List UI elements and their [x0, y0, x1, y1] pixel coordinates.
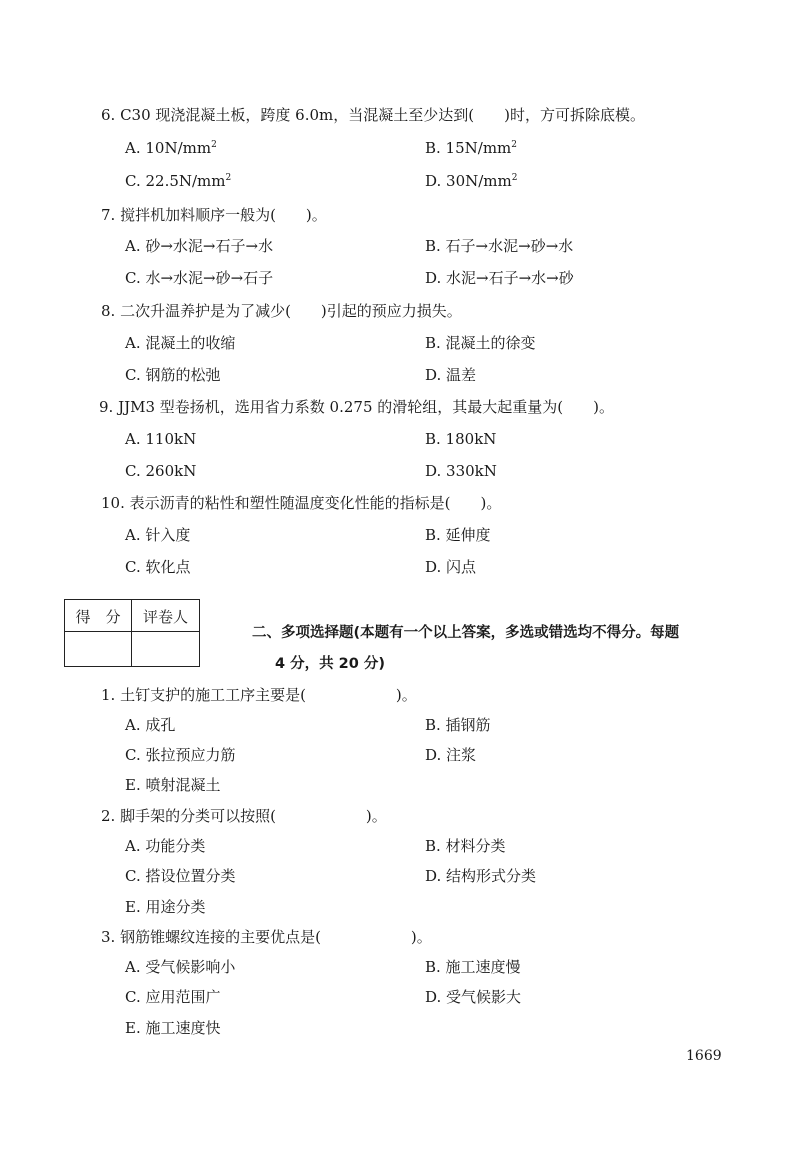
q7-option-a: A. 砂→水泥→石子→水 — [125, 237, 274, 255]
grader-header: 评卷人 — [142, 608, 188, 626]
m1-option-c: C. 张拉预应力筋 — [125, 746, 236, 764]
m1-option-e: E. 喷射混凝土 — [125, 776, 221, 794]
m1-option-a: A. 成孔 — [125, 716, 176, 734]
q6-option-c: C. $22.5N/mm^2$ — [125, 172, 232, 190]
q7-option-c: C. 水→水泥→砂→石子 — [125, 269, 274, 287]
q10-option-b: B. 延伸度 — [425, 526, 491, 544]
section-2-heading: 二、多项选择题(本题有一个以上答案，多选或错选均不得分。每题 — [252, 625, 680, 641]
m3-option-c: C. 应用范围广 — [125, 988, 221, 1006]
q7-option-b: B. 石子→水泥→砂→水 — [425, 237, 574, 255]
score-box-row-line — [65, 631, 199, 632]
m2-option-c: C. 搭设位置分类 — [125, 867, 236, 885]
q10-option-a: A. 针入度 — [125, 526, 191, 544]
question-6-stem: 6. C30 现浇混凝土板，跨度 6.0m，当混凝土至少达到( )时，方可拆除底模。 — [101, 106, 645, 124]
q10-option-c: C. 软化点 — [125, 558, 191, 576]
m3-option-e: E. 施工速度快 — [125, 1019, 221, 1037]
question-10-stem: 10. 表示沥青的粘性和塑性随温度变化性能的指标是( )。 — [101, 494, 502, 512]
m2-option-e: E. 用途分类 — [125, 898, 206, 916]
multi-question-2-stem: 2. 脚手架的分类可以按照( )。 — [101, 807, 387, 825]
section-2-heading-cont: 4 分，共 20 分) — [275, 656, 386, 672]
question-9-stem: 9. JJM3 型卷扬机，选用省力系数 0.275 的滑轮组，其最大起重量为( )。 — [99, 398, 614, 416]
m3-option-b: B. 施工速度慢 — [425, 958, 521, 976]
q7-option-d: D. 水泥→石子→水→砂 — [425, 269, 574, 287]
question-8-stem: 8. 二次升温养护是为了减少( )引起的预应力损失。 — [101, 302, 462, 320]
q9-option-c: C. 260kN — [125, 462, 197, 480]
q8-option-c: C. 钢筋的松弛 — [125, 366, 221, 384]
q6-option-a: A. $10N/mm^2$ — [125, 139, 217, 157]
multi-question-3-stem: 3. 钢筋锥螺纹连接的主要优点是( )。 — [101, 928, 432, 946]
score-header: 得 分 — [75, 608, 121, 626]
q8-option-d: D. 温差 — [425, 366, 477, 384]
q6-option-b: B. $15N/mm^2$ — [425, 139, 518, 157]
m3-option-d: D. 受气候影大 — [425, 988, 522, 1006]
question-7-stem: 7. 搅拌机加料顺序一般为( )。 — [101, 206, 327, 224]
score-box — [64, 599, 200, 667]
m2-option-d: D. 结构形式分类 — [425, 867, 537, 885]
q10-option-d: D. 闪点 — [425, 558, 477, 576]
m3-option-a: A. 受气候影响小 — [125, 958, 236, 976]
q9-option-a: A. 110kN — [125, 430, 197, 448]
m1-option-b: B. 插钢筋 — [425, 716, 491, 734]
m1-option-d: D. 注浆 — [425, 746, 477, 764]
q9-option-d: D. 330kN — [425, 462, 497, 480]
page-number: 1669 — [686, 1048, 722, 1064]
q8-option-a: A. 混凝土的收缩 — [125, 334, 236, 352]
q8-option-b: B. 混凝土的徐变 — [425, 334, 536, 352]
m2-option-b: B. 材料分类 — [425, 837, 506, 855]
m2-option-a: A. 功能分类 — [125, 837, 206, 855]
q9-option-b: B. 180kN — [425, 430, 497, 448]
multi-question-1-stem: 1. 土钉支护的施工工序主要是( )。 — [101, 686, 417, 704]
q6-option-d: D. $30N/mm^2$ — [425, 172, 518, 190]
